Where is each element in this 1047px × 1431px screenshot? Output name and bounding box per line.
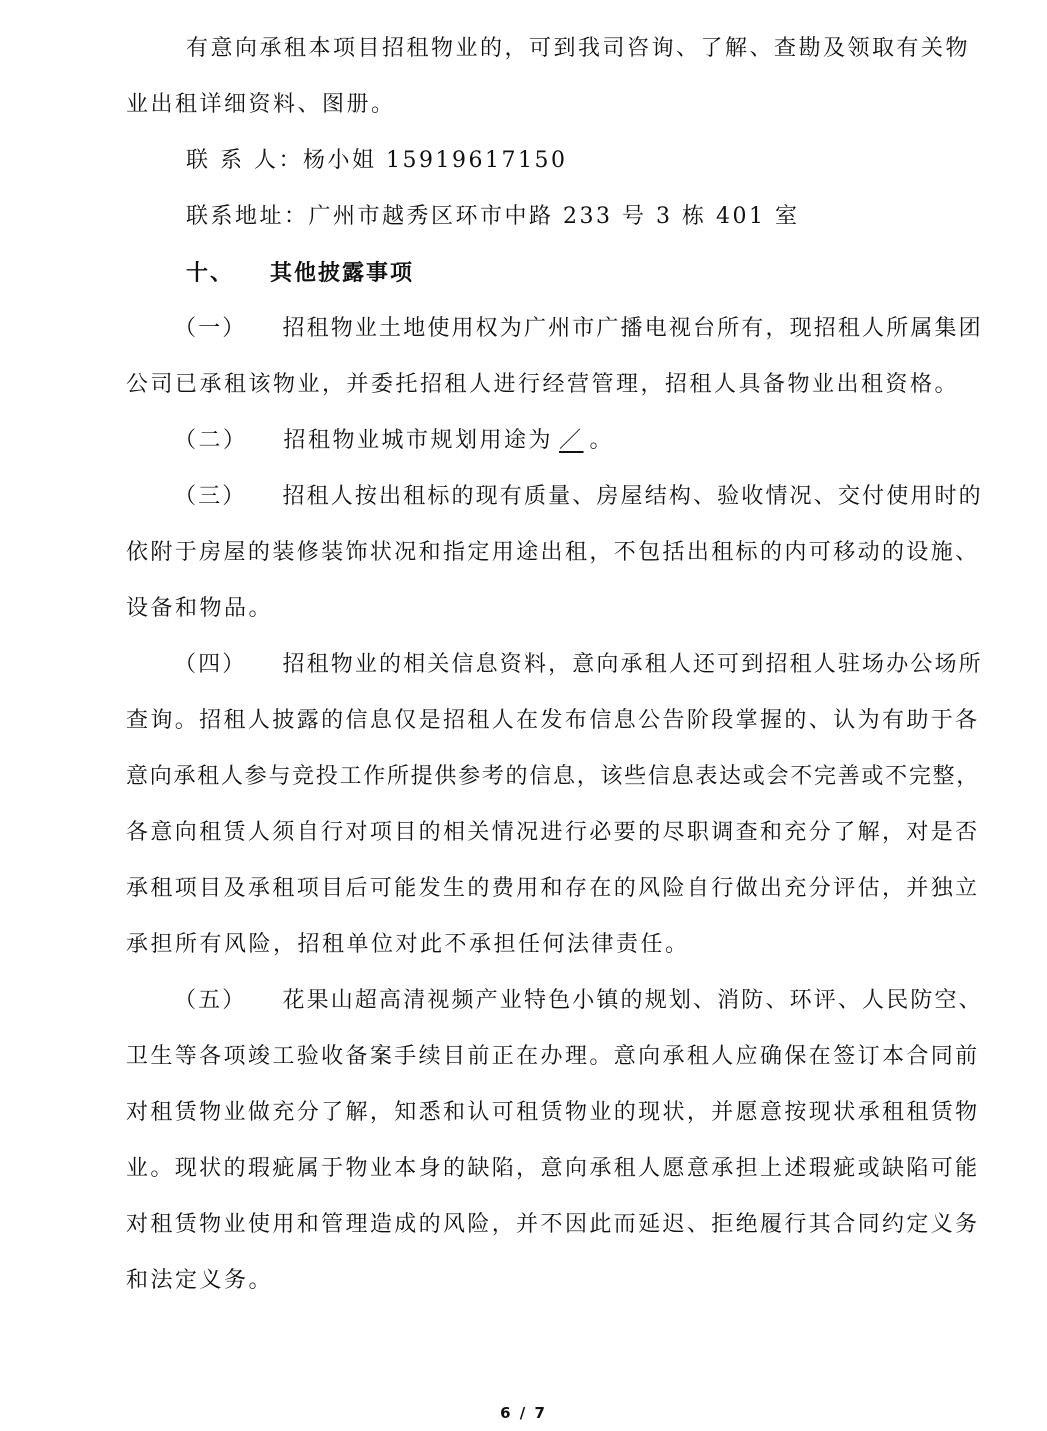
item-4-number: （四） (174, 652, 247, 677)
item-5-number: （五） (174, 988, 247, 1013)
contact-person (186, 146, 567, 176)
intro-line-2: 业出租详细资料、图册。 (126, 92, 396, 117)
contact-address (186, 202, 799, 232)
item-3-number: （三） (174, 484, 247, 509)
item-3-line-1 (174, 482, 983, 512)
item-5-line-2: 卫生等各项竣工验收备案手续目前正在办理。意向承租人应确保在签订本合同前 (126, 1044, 980, 1069)
section-title: 其他披露事项 (270, 260, 415, 286)
item-5-line-4: 业。现状的瑕疵属于物业本身的缺陷，意向承租人愿意承担上述瑕疵或缺陷可能 (126, 1156, 980, 1181)
item-3-line-2: 依附于房屋的装修装饰状况和指定用途出租，不包括出租标的内可移动的设施、 (126, 540, 980, 565)
item-4-line-3: 意向承租人参与竞投工作所提供参考的信息，该些信息表达或会不完善或不完整， (126, 764, 981, 789)
item-4-line-5: 承租项目及承租项目后可能发生的费用和存在的风险自行做出充分评估，并独立 (126, 876, 980, 901)
section-number: 十、 (186, 260, 235, 286)
item-2-blank: ／ (559, 428, 584, 453)
item-2-text: 招租物业城市规划用途为 (283, 428, 554, 453)
item-1-line-1 (174, 314, 983, 344)
item-4-text-1: 招租物业的相关信息资料，意向承租人还可到招租人驻场办公场所 (282, 652, 983, 677)
item-5-text-1: 花果山超高清视频产业特色小镇的规划、消防、环评、人民防空、 (282, 988, 983, 1013)
item-5-line-5: 对租赁物业使用和管理造成的风险，并不因此而延迟、拒绝履行其合同约定义务 (126, 1212, 980, 1237)
intro-line-1: 有意向承租本项目招租物业的，可到我司咨询、了解、查勘及领取有关物 (186, 36, 971, 61)
contact-address-value: 广州市越秀区环市中路 233 号 3 栋 401 室 (308, 204, 800, 229)
item-2-number: （二） (174, 428, 248, 453)
item-3-line-3: 设备和物品。 (126, 596, 274, 621)
item-5-line-1 (174, 986, 983, 1016)
item-2-end: 。 (589, 428, 615, 453)
item-4-line-4: 各意向租赁人须自行对项目的相关情况进行必要的尽职调查和充分了解，对是否 (126, 820, 980, 845)
item-5-line-3: 对租赁物业做充分了解，知悉和认可租赁物业的现状，并愿意按现状承租租赁物 (126, 1100, 980, 1125)
item-2-line-1 (174, 426, 614, 456)
item-4-line-2: 查询。招租人披露的信息仅是招租人在发布信息公告阶段掌握的、认为有助于各 (126, 708, 980, 733)
contact-address-label: 联系地址： (186, 204, 309, 229)
contact-person-label: 联 系 人： (186, 148, 303, 173)
item-4-line-1 (174, 650, 983, 680)
section-heading (186, 258, 414, 288)
page-number: 6 / 7 (500, 1404, 547, 1422)
item-3-text-1: 招租人按出租标的现有质量、房屋结构、验收情况、交付使用时的 (282, 484, 983, 509)
item-5-line-6: 和法定义务。 (126, 1268, 274, 1293)
item-1-number: （一） (174, 316, 247, 341)
item-4-line-6: 承担所有风险，招租单位对此不承担任何法律责任。 (126, 932, 690, 957)
item-1-text-1: 招租物业土地使用权为广州市广播电视台所有，现招租人所属集团 (282, 316, 983, 341)
contact-person-value: 杨小姐 15919617150 (303, 148, 568, 173)
item-1-line-2: 公司已承租该物业，并委托招租人进行经营管理，招租人具备物业出租资格。 (126, 372, 960, 397)
